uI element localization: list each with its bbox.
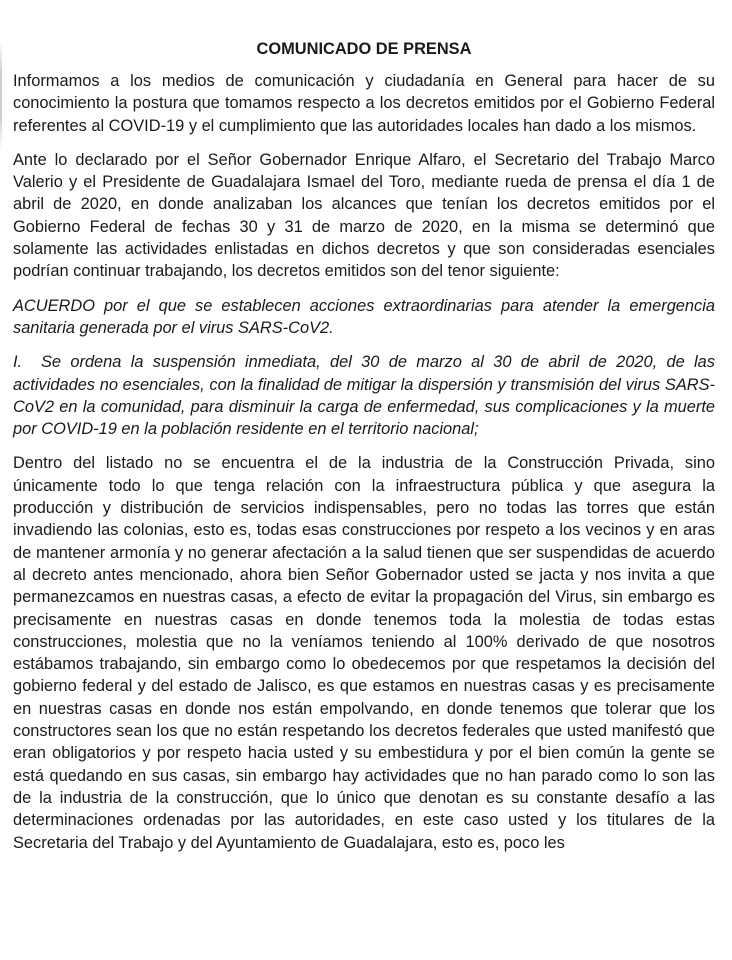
paragraph-acuerdo: ACUERDO por el que se establecen acciones extraordinarias para atender la emergencia sanitaria generada por el virus SARS-CoV2.: [13, 296, 715, 337]
paragraph-intro: Informamos a los medios de comunicación y ciudadanía en General para hacer de su conocimiento la postura que tomamos respecto a los decretos emitidos por el Gobierno Federal referentes al COVID-19 y el cumplimiento que las autoridades locales han dado a los mismos.: [13, 72, 715, 135]
paragraph-construction: Dentro del listado no se encuentra el de la industria de la Construcción Privada, sino únicamente todo lo que tenga relación con la infraestructura pública y que asegura la producción y distribución de servicios indispensables, pero no todas las torres que están invadiendo las colonias, esto es, todas esas construcciones por respeto a los vecinos y en aras de mantener armonía y no generar afectación a la salud tienen que ser suspendidas de acuerdo al decreto antes mencionado, ahora bien Señor Gobernador usted se jacta y nos invita a que permanezcamos en nuestras casas, a efecto de evitar la propagación del Virus, sin embargo es precisamente en nuestras casas en donde tenemos toda la molestia de todas estas construcciones, molestia que no la veníamos teniendo al 100% derivado de que nosotros estábamos trabajando, sin embargo como lo obedecemos por que respetamos la decisión del gobierno federal y del estado de Jalisco, es que estamos en nuestras casas y es precisamente en nuestras casas en donde nos están empolvando, en donde tenemos que tolerar que los constructores sean los que no están respetando los decretos federales que usted manifestó que eran obligatorios y por respeto hacia usted y su embestidura y por el bien común la gente se está quedando en sus casas, sin embargo hay actividades que no han parado como lo son las de la industria de la construcción, que lo único que denotan es su constante desafío a las determinaciones ordenadas por las autoridades, en este caso usted y los titulares de la Secretaria del Trabajo y del Ayuntamiento de Guadalajara, esto es, poco les: [13, 454, 715, 852]
document-body: [13, 38, 715, 866]
page-edge-shadow: [0, 40, 2, 150]
paragraph-article-i: [13, 351, 715, 440]
paragraph-declaration: Ante lo declarado por el Señor Gobernador Enrique Alfaro, el Secretario del Trabajo Marco Valerio y el Presidente de Guadalajara Ismael del Toro, mediante rueda de prensa el día 1 de abril de 2020, en donde analizaban los alcances que tenían los decretos emitidos por el Gobierno Federal de fechas 30 y 31 de marzo de 2020, en la misma se determinó que solamente las actividades enlistadas en dichos decretos y que son consideradas esenciales podrían continuar trabajando, los decretos emitidos son del tenor siguiente:: [13, 150, 715, 281]
article-number: I.: [13, 353, 23, 372]
document-title: COMUNICADO DE PRENSA: [256, 40, 472, 58]
article-text: Se ordena la suspensión inmediata, del 30 de marzo al 30 de abril de 2020, de las actividades no esenciales, con la finalidad de mitigar la dispersión y transmisión del virus SARS-CoV2 en la comunidad, para disminuir la carga de enfermedad, sus complicaciones y la muerte por COVID-19 en la población residente en el territorio nacional;: [13, 353, 715, 439]
